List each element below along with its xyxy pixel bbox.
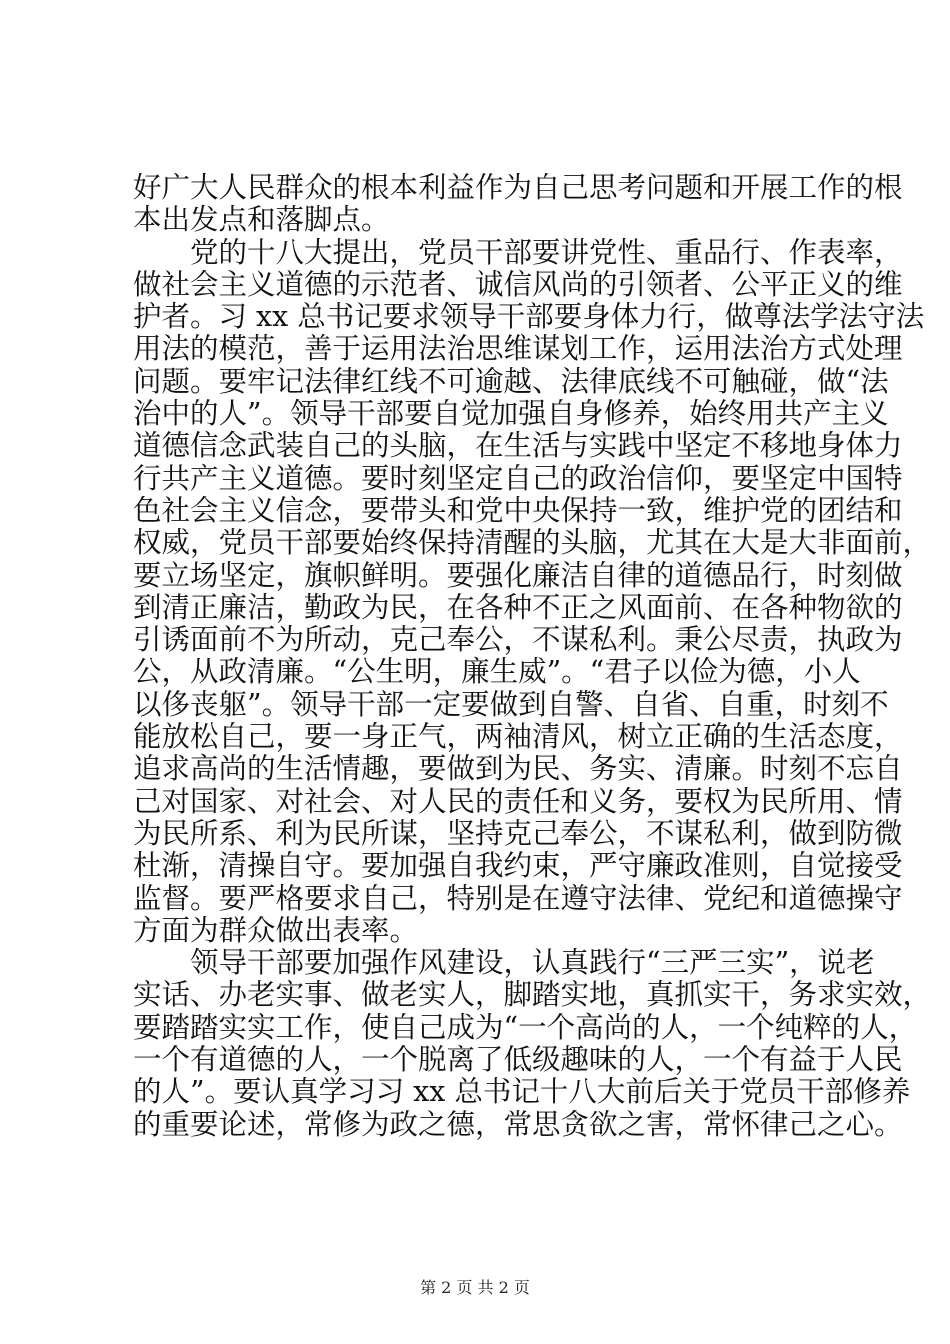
text-line: 要立场坚定，旗帜鲜明。要强化廉洁自律的道德品行，时刻做 bbox=[133, 558, 903, 592]
text-line: 己对国家、对社会、对人民的责任和义务，要权为民所用、情 bbox=[133, 784, 903, 818]
text-line: 本出发点和落脚点。 bbox=[133, 203, 390, 237]
text-line: 一个有道德的人，一个脱离了低级趣味的人，一个有益于人民 bbox=[133, 1043, 903, 1077]
page-number-footer: 第 2 页 共 2 页 bbox=[420, 1278, 530, 1297]
text-line: 公，从政清廉。“公生明，廉生威”。“君子以俭为德，小人 bbox=[133, 655, 861, 689]
text-line: 要踏踏实实工作，使自己成为“一个高尚的人，一个纯粹的人， bbox=[133, 1010, 918, 1044]
text-line: 的重要论述，常修为政之德，常思贪欲之害，常怀律己之心。 bbox=[133, 1107, 903, 1141]
text-line: 做社会主义道德的示范者、诚信风尚的引领者、公平正义的维 bbox=[133, 267, 903, 301]
text-line: 色社会主义信念，要带头和党中央保持一致，维护党的团结和 bbox=[133, 493, 903, 527]
text-line: 问题。要牢记法律红线不可逾越、法律底线不可触碰，做“法 bbox=[133, 364, 889, 398]
text-line: 能放松自己，要一身正气，两袖清风，树立正确的生活态度， bbox=[133, 720, 903, 754]
text-line: 行共产主义道德。要时刻坚定自己的政治信仰，要坚定中国特 bbox=[133, 461, 903, 495]
text-line: 到清正廉洁，勤政为民，在各种不正之风面前、在各种物欲的 bbox=[133, 590, 903, 624]
text-line: 好广大人民群众的根本利益作为自己思考问题和开展工作的根 bbox=[133, 171, 903, 204]
text-line: 为民所系、利为民所谋，坚持克己奉公，不谋私利，做到防微 bbox=[133, 816, 903, 850]
text-line: 领导干部要加强作风建设，认真践行“三严三实”，说老 bbox=[133, 946, 875, 980]
text-line: 道德信念武装自己的头脑，在生活与实践中坚定不移地身体力 bbox=[133, 429, 903, 463]
text-line: 追求高尚的生活情趣，要做到为民、务实、清廉。时刻不忘自 bbox=[133, 752, 903, 786]
text-line: 杜渐，清操自守。要加强自我约束，严守廉政准则，自觉接受 bbox=[133, 849, 903, 883]
text-line: 护者。习 xx 总书记要求领导干部要身体力行，做尊法学法守法 bbox=[133, 300, 925, 334]
text-line: 以侈丧躯”。领导干部一定要做到自警、自省、自重，时刻不 bbox=[133, 687, 889, 721]
body-text bbox=[133, 171, 932, 1141]
text-line: 治中的人”。领导干部要自觉加强自身修养，始终用共产主义 bbox=[133, 397, 889, 431]
text-line: 的人”。要认真学习习 xx 总书记十八大前后关于党员干部修养 bbox=[133, 1075, 911, 1109]
text-line: 用法的模范，善于运用法治思维谋划工作，运用法治方式处理 bbox=[133, 332, 903, 366]
text-line: 党的十八大提出，党员干部要讲党性、重品行、作表率， bbox=[133, 235, 903, 269]
text-line: 引诱面前不为所动，克己奉公，不谋私利。秉公尽责，执政为 bbox=[133, 623, 903, 657]
text-line: 权威，党员干部要始终保持清醒的头脑，尤其在大是大非面前， bbox=[133, 526, 932, 560]
text-line: 实话、办老实事、做老实人，脚踏实地，真抓实干，务求实效， bbox=[133, 978, 932, 1012]
text-line: 监督。要严格要求自己，特别是在遵守法律、党纪和道德操守 bbox=[133, 881, 903, 915]
text-line: 方面为群众做出表率。 bbox=[133, 913, 419, 947]
